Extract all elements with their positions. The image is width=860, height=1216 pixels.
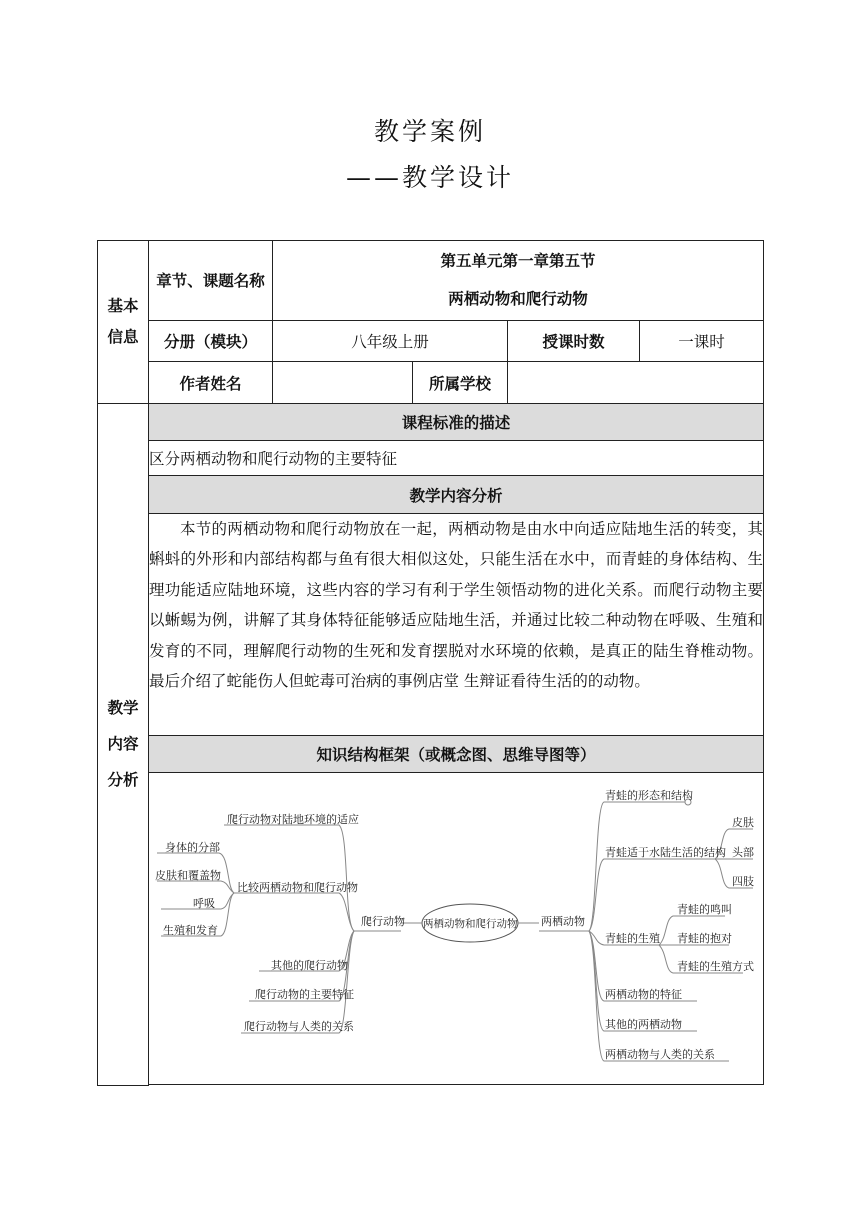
school-label: 所属学校 [413,362,508,403]
teaching-analysis-label [98,403,149,1085]
mindmap-reproduction-1: 青蛙的鸣叫 [677,903,732,917]
content-header: 教学内容分析 [149,476,764,513]
mindmap-cell [149,773,764,1085]
mindmap-left-branch-2: 比较两栖动物和爬行动物 [237,881,358,895]
mindmap-right-branch-5: 其他的两栖动物 [605,1018,682,1032]
mindmap-structure-1: 皮肤 [732,816,754,830]
mindmap-compare-2: 皮肤和覆盖物 [155,869,221,883]
author-value [273,362,413,403]
author-label: 作者姓名 [149,362,273,403]
mindmap-right-branch-4: 两栖动物的特征 [605,988,682,1002]
document-title: 教学案例 [373,117,486,146]
mindmap-reproduction-2: 青蛙的抱对 [677,932,732,946]
mindmap-compare-1: 身体的分部 [165,841,220,855]
volume-value: 八年级上册 [273,320,508,361]
standard-text: 区分两栖动物和爬行动物的主要特征 [149,441,764,476]
mindmap-left-branch-1: 爬行动物对陆地环境的适应 [227,813,359,827]
volume-label: 分册（模块） [149,320,273,361]
lesson-table [97,240,764,1086]
mindmap-left-root: 爬行动物 [361,915,405,929]
content-analysis-text: 本节的两栖动物和爬行动物放在一起，两栖动物是由水中向适应陆地生活的转变，其蝌蚪的外形和内部结构都与鱼有很大相似这处，只能生活在水中，而青蛙的身体结构、生理功能适应陆地环境，这些内容的学习有利于学生领悟动物的进化关系。而爬行动物主要以蜥蜴为例，讲解了其身体特征能够适应陆地生活，并通过比较二种动物在呼吸、生殖和发育的不同，理解爬行动物的生死和发育摆脱对水环境的依赖，是真正的陆生脊椎动物。最后介绍了蛇能伤人但蛇毒可治病的事例店堂 生辩证看待生活的的动物。 [149,513,764,735]
mindmap-right-branch-3: 青蛙的生殖 [605,932,660,946]
mindmap-compare-3: 呼吸 [193,897,215,911]
mindmap-structure-3: 四肢 [732,875,754,889]
teaching-analysis-label-text: 教学内容分析 [107,699,139,790]
mindmap-right-branch-6: 两栖动物与人类的关系 [605,1048,715,1062]
mindmap-right-branch-1: 青蛙的形态和结构 [605,789,693,803]
chapter-label: 章节、课题名称 [149,241,273,321]
mindmap-center: 两栖动物和爬行动物 [423,918,518,931]
mindmap-left-branch-4: 爬行动物的主要特征 [255,988,354,1002]
basic-info-label [98,241,149,404]
mindmap [149,773,763,1073]
school-value [508,362,764,403]
mindmap-structure-2: 头部 [732,846,754,860]
hours-label: 授课时数 [508,320,640,361]
mindmap-reproduction-3: 青蛙的生殖方式 [677,960,754,974]
mindmap-right-root: 两栖动物 [541,915,585,929]
mindmap-left-branch-5: 爬行动物与人类的关系 [244,1020,354,1034]
hours-value: 一课时 [640,320,764,361]
chapter-value [273,241,764,321]
chapter-line-1: 第五单元第一章第五节 [440,252,596,271]
mindmap-compare-4: 生殖和发育 [163,924,218,938]
chapter-line-2: 两栖动物和爬行动物 [448,290,588,309]
standard-header: 课程标准的描述 [149,403,764,440]
mindmap-right-branch-2: 青蛙适于水陆生活的结构 [605,846,726,860]
basic-info-label-text: 基本信息 [107,296,139,346]
mindmap-left-branch-3: 其他的爬行动物 [271,959,348,973]
document-subtitle: ——教学设计 [345,163,514,192]
framework-header: 知识结构框架（或概念图、思维导图等） [149,735,764,772]
